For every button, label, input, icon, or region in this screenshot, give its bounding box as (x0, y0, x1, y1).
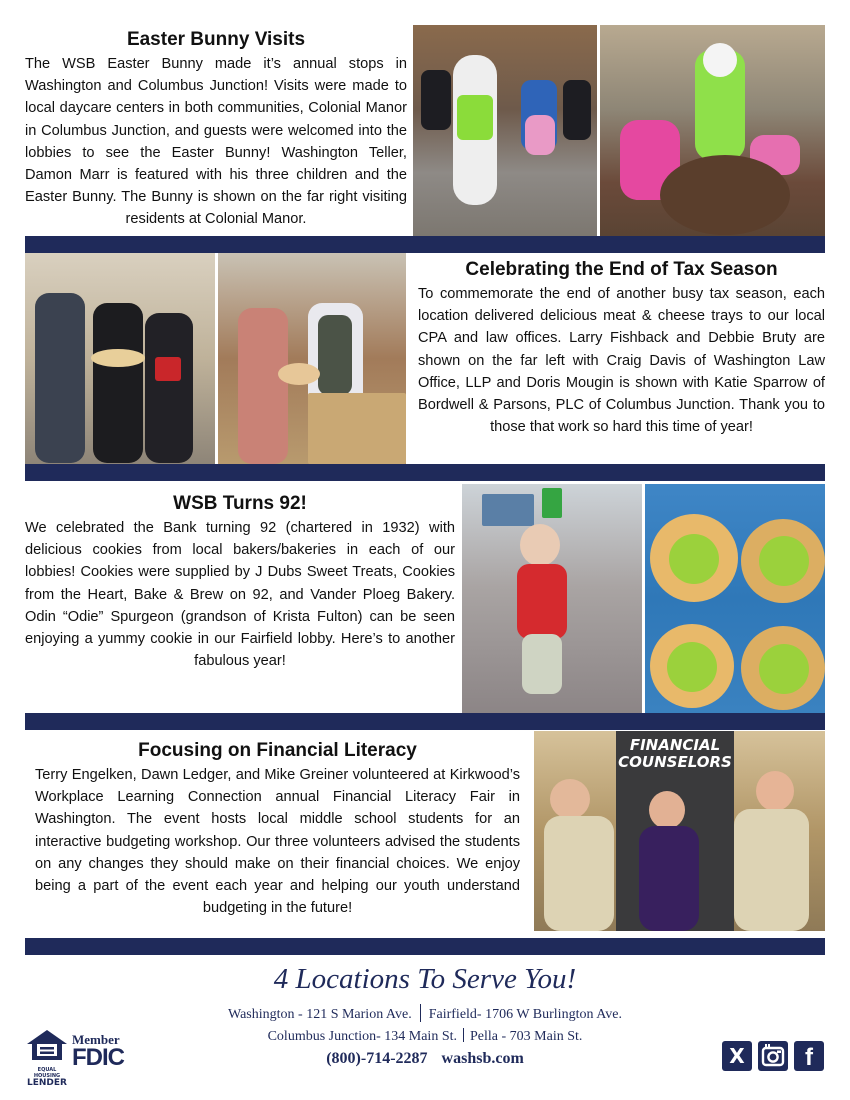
location-columbus-junction: Columbus Junction- 134 Main St. (267, 1029, 457, 1044)
photo-financial-literacy (534, 731, 825, 931)
facebook-icon[interactable]: f (794, 1041, 824, 1071)
article-title: Easter Bunny Visits (126, 29, 306, 50)
x-icon[interactable]: X (722, 1041, 752, 1071)
photo-tax-season (25, 253, 406, 464)
location-fairfield: Fairfield- 1706 W Burlington Ave. (428, 1007, 622, 1022)
website-link[interactable]: washsb.com (441, 1050, 524, 1067)
article-body: To commemorate the end of another busy tax season, each location delivered delicious meat & cheese trays to our local CPA and law offices. Larry Fishback and Debbie Bruty are shown on the far left with Craig Davis of Washington Law Office, LLP and Doris Mougin is shown with Katie Sparrow of Bordwell & Parsons, PLC of Columbus Junction. Thank you to those that work so hard this time of year! (418, 286, 825, 436)
divider-bar (25, 464, 825, 481)
instagram-icon[interactable] (758, 1041, 788, 1071)
photo-washington-law-office (25, 253, 215, 464)
photo-sweet-cookies (645, 484, 825, 713)
member-text: Member (72, 1032, 120, 1047)
lender-text: LENDER (27, 1078, 67, 1088)
locations-line-1 (0, 1004, 850, 1023)
article-title: Focusing on Financial Literacy (138, 740, 417, 761)
photo-bunny-family (413, 25, 597, 236)
equal-housing-text: EQUAL HOUSING (33, 1067, 61, 1079)
photo-financial-counselors (534, 731, 825, 931)
photo-bordwell-parsons (218, 253, 406, 464)
member-fdic-logo (72, 1033, 124, 1070)
divider-bar (25, 236, 825, 253)
article-body: The WSB Easter Bunny made it’s annual stops in Washington and Columbus Junction! Visits were made to local daycare centers in both communities, Colonial Manor in Columbus Junction, and guests were welcomed into the lobbies to see the Easter Bunny! Washington Teller, Damon Marr is featured with his three children and the Easter Bunny. The Bunny is shown on the far right visiting residents at Colonial Manor. (25, 56, 407, 228)
photo-easter-bunny (413, 25, 825, 236)
article-easter-bunny (25, 29, 407, 231)
article-tax-season (418, 259, 825, 438)
divider-bar (25, 713, 825, 730)
divider-bar (25, 938, 825, 955)
photo-bunny-colonial-manor (600, 25, 825, 236)
location-pella: Pella - 703 Main St. (470, 1029, 583, 1044)
article-title: Celebrating the End of Tax Season (465, 259, 778, 280)
phone-number[interactable]: (800)-714-2287 (326, 1050, 428, 1067)
article-financial-literacy (35, 740, 520, 919)
location-washington: Washington - 121 S Marion Ave. (228, 1007, 412, 1022)
separator (463, 1028, 464, 1042)
article-title: WSB Turns 92! (173, 493, 307, 514)
banner-text: FINANCIAL COUNSELORS (618, 736, 732, 771)
article-body: Terry Engelken, Dawn Ledger, and Mike Greiner volunteered at Kirkwood’s Workplace Learning Connection annual Financial Literacy Fair in Washington. The event hosts local middle school students for an interactive budgeting workshop. Our three volunteers advised the students on any changes they should make on their financial choices. We enjoy being a part of the event each year and helping our youth understand budgeting in the future! (35, 767, 520, 917)
footer-title: 4 Locations To Serve You! (273, 963, 577, 995)
article-body: We celebrated the Bank turning 92 (chartered in 1932) with delicious cookies from local bakers/bakeries in each of our lobbies! Cookies were supplied by J Dubs Sweet Treats, Cookies from the Heart, Bake & Brew on 92, and Vander Ploeg Bakery. Odin “Odie” Spurgeon (grandson of Krista Fulton) can be seen enjoying a yummy cookie in our Fairfield lobby. Here’s to another fabulous year! (25, 520, 455, 670)
fdic-text: FDIC (72, 1044, 124, 1071)
separator (420, 1004, 421, 1022)
house-icon (25, 1028, 69, 1062)
equal-housing-lender-logo (25, 1028, 69, 1088)
photo-wsb-92 (462, 484, 825, 713)
photo-odie-cookie (462, 484, 642, 713)
article-wsb-92 (25, 493, 455, 672)
